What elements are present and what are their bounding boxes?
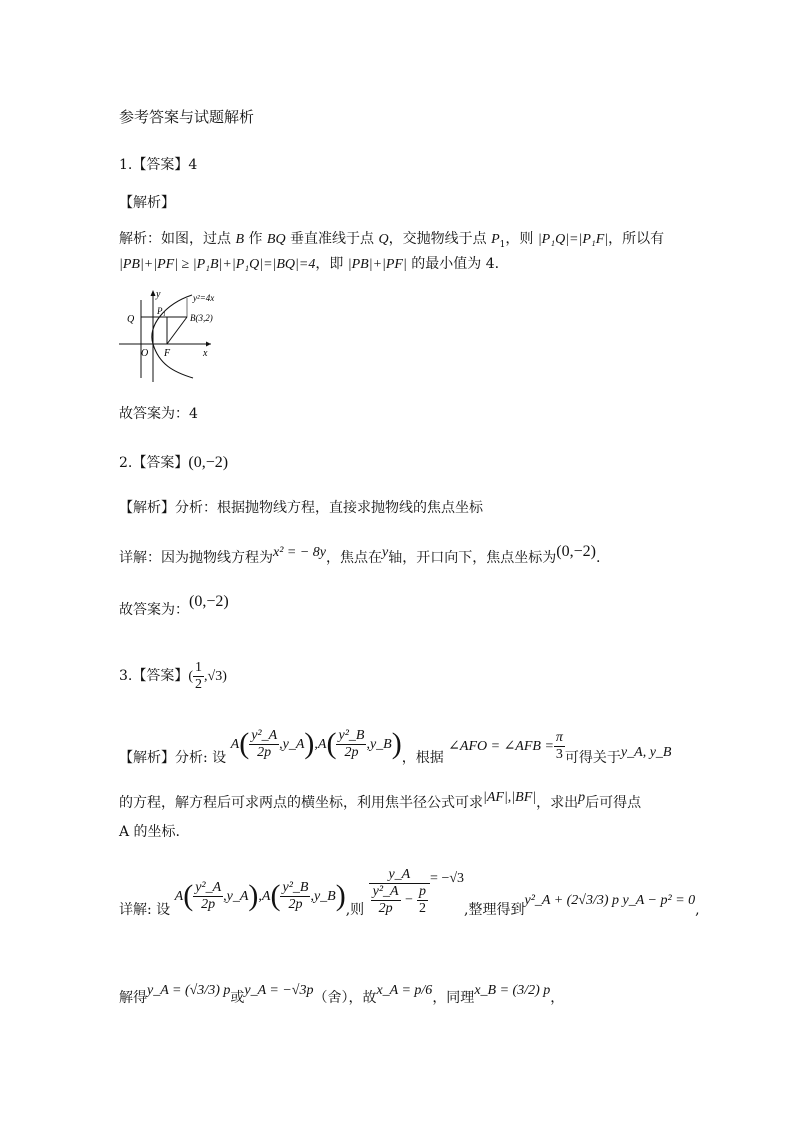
q2-answer-line: 2.【答案】(0,−2) xyxy=(119,454,229,471)
q1-answer-tag: 【答案】 xyxy=(132,157,189,173)
q1-eq2: |PB|+|PF| ≥ |P₁B|+|P₁Q|=|BQ|=4 xyxy=(119,257,316,272)
q3-answer-line: 3.【答案】( $\frac{1}{2}$ ,√3) xyxy=(119,659,227,692)
q2-answer: (0,−2) xyxy=(188,454,229,471)
q1-answer: 4 xyxy=(188,157,198,173)
fig-b-label: B(3,2) xyxy=(190,313,213,323)
q1-eq3: |PB|+|PF| xyxy=(347,257,407,272)
parabola-figure xyxy=(117,286,217,386)
fig-equation-label: y²=4x xyxy=(193,293,215,303)
q2-equation: x² = − 8y xyxy=(273,545,327,560)
y-axis-arrow xyxy=(151,290,156,296)
fig-f-label: F xyxy=(164,348,171,359)
q3-analysis-line2: 的方程，解方程后可求两点的横坐标，利用焦半径公式可求|AF|,|BF|，求出p后可得点 xyxy=(119,790,642,811)
q3-points-a-b: A( $\frac{\text{y²\_A}}{2p}$ ,y_A),A( $\frac{\text{y²\_B}}{2p}$ ,y_B) xyxy=(230,727,402,760)
q2-focus-point: (0,−2) xyxy=(556,543,596,560)
q3-analysis-line3: A 的坐标. xyxy=(119,824,181,840)
q2-detail: 详解：因为抛物线方程为x² = − 8y，焦点在y轴，开口向下，焦点坐标为(0,−2). xyxy=(119,543,601,566)
page-title: 参考答案与试题解析 xyxy=(119,108,255,126)
q3-tan-equation: y_A $\frac{\text{y²\_A}}{2p}$ − $\frac{p}{2}$ = −√3 xyxy=(369,852,464,933)
q1-answer-line xyxy=(119,155,197,175)
q1-eq1: |P₁Q|=|P₁F| xyxy=(537,232,609,247)
x-axis-arrow xyxy=(206,342,211,347)
q1-analysis-line2: |PB|+|PF| ≥ |P₁B|+|P₁Q|=|BQ|=4，即 |PB|+|PF| 的最小值为 4. xyxy=(119,256,500,272)
q3-angle-condition: ∠AFO = ∠AFB = $\frac{\pi}{3}$ xyxy=(448,729,563,762)
q3-detail-line1: 详解: 设 A( $\frac{\text{y²\_A}}{2p}$ ,y_A),A( $\frac{\text{y²\_B}}{2p}$ ,y_B),则 y_A $\frac{\text{y²\_A}}{2p}$ − $\frac{p}{2}$ = −√3,整理得到y²_A + (2√3/3) p y_A − p² = 0, xyxy=(119,870,700,951)
fig-y-axis-label: y xyxy=(156,289,161,300)
q3-detail-line2: 解得y_A = (√3/3) p或y_A = −√3p（舍），故x_A = p/6，同理x_B = (3/2) p， xyxy=(119,983,565,1006)
segment-bf xyxy=(167,317,187,344)
q2-conclusion: 故答案为：(0,−2) xyxy=(119,593,229,618)
q3-analysis-line1: 【解析】分析: 设 A( $\frac{\text{y²\_A}}{2p}$ ,y_A),A( $\frac{\text{y²\_B}}{2p}$ ,y_B)，根据 ∠AFO = ∠AFB = $\frac{\pi}{3}$ 可得关于y_A, y_B xyxy=(119,728,671,789)
q2-analysis: 【解析】分析：根据抛物线方程，直接求抛物线的焦点坐标 xyxy=(119,500,483,516)
fig-q-label: Q xyxy=(127,314,135,325)
q1-conclusion: 故答案为：4 xyxy=(119,406,198,422)
fig-o-label: O xyxy=(141,348,149,359)
q1-analysis-tag: 【解析】 xyxy=(119,195,175,211)
q1-analysis-line1: 解析：如图，过点 B 作 BQ 垂直准线于点 Q，交抛物线于点 $P_1$，则 |P₁Q|=|P₁F|，所以有 xyxy=(119,231,665,250)
q1-number: 1. xyxy=(119,157,133,173)
fig-p1-label: P₁ xyxy=(157,306,166,316)
fig-x-axis-label: x xyxy=(203,348,208,359)
q3-answer-fraction: $\frac{1}{2}$ xyxy=(195,659,203,692)
q3-quadratic: y²_A + (2√3/3) p y_A − p² = 0 xyxy=(524,893,696,908)
